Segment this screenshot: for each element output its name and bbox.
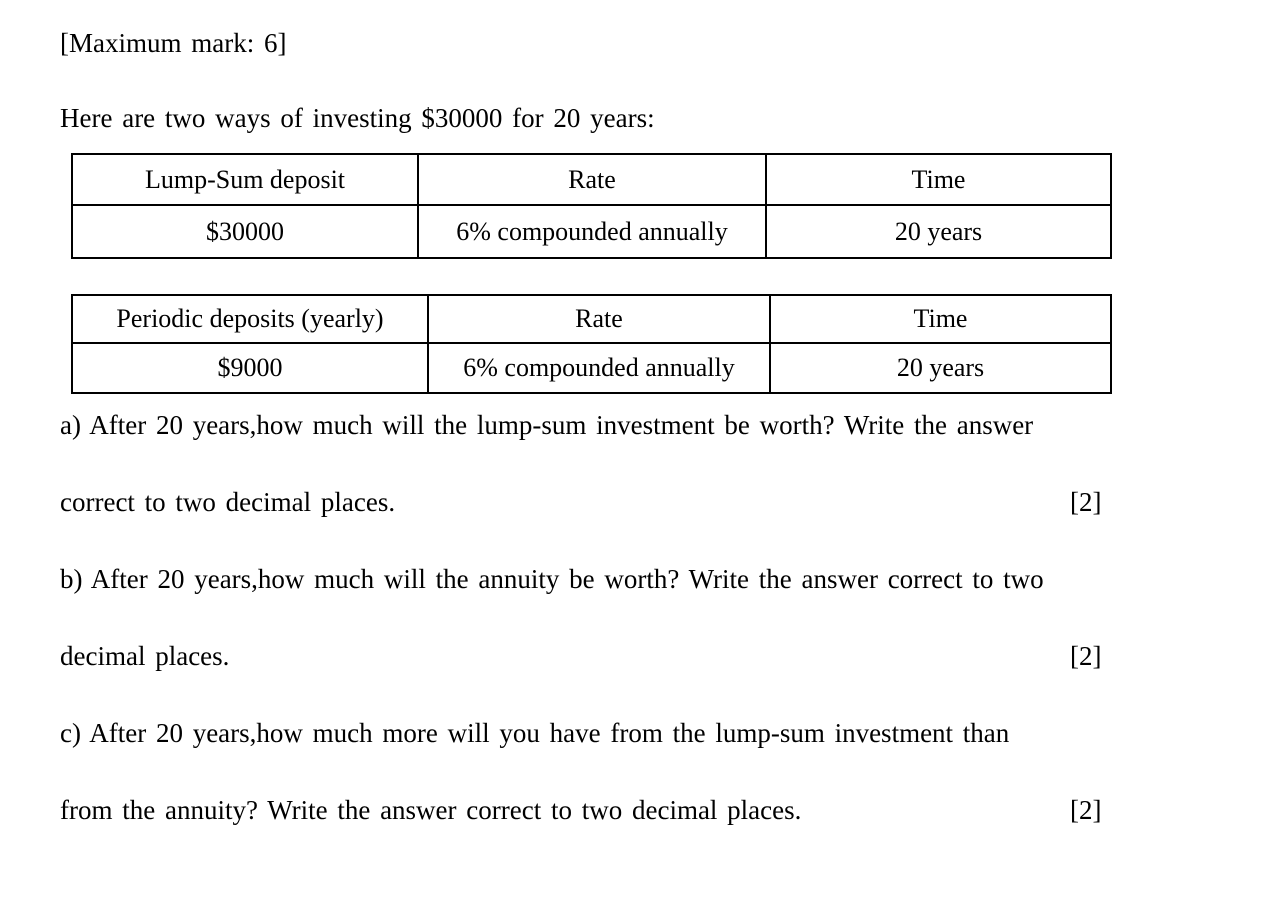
header-cell-rate: Rate [418, 154, 766, 205]
intro-text: Here are two ways of investing $30000 for 20 years: [60, 103, 655, 133]
periodic-deposit-table [71, 294, 1112, 394]
question-a-mark: [2] [1070, 487, 1102, 517]
question-b-text: decimal places. [60, 641, 230, 671]
question-b-line1: b) After 20 years,how much will the annuity be worth? Write the answer correct to two [60, 564, 1044, 594]
header-cell-deposit: Periodic deposits (yearly) [72, 295, 428, 343]
header-cell-deposit: Lump-Sum deposit [72, 154, 418, 205]
data-cell-deposit: $9000 [72, 343, 428, 393]
data-cell-deposit: $30000 [72, 205, 418, 258]
header-cell-time: Time [766, 154, 1111, 205]
table-data-row [72, 205, 1111, 258]
question-a-line2 [60, 487, 1230, 518]
header-cell-rate: Rate [428, 295, 770, 343]
lump-sum-table [71, 153, 1112, 259]
question-c-text: from the annuity? Write the answer correct to two decimal places. [60, 795, 802, 825]
max-mark-label: [Maximum mark: 6] [60, 28, 287, 58]
question-c-line1: c) After 20 years,how much more will you have from the lump-sum investment than [60, 718, 1010, 748]
data-cell-rate: 6% compounded annually [418, 205, 766, 258]
question-c-line2 [60, 795, 1230, 826]
question-b-mark: [2] [1070, 641, 1102, 671]
question-a-text: correct to two decimal places. [60, 487, 396, 517]
table-header-row [72, 295, 1111, 343]
question-c-mark: [2] [1070, 795, 1102, 825]
data-cell-rate: 6% compounded annually [428, 343, 770, 393]
table-data-row [72, 343, 1111, 393]
data-cell-time: 20 years [770, 343, 1111, 393]
header-cell-time: Time [770, 295, 1111, 343]
table-header-row [72, 154, 1111, 205]
data-cell-time: 20 years [766, 205, 1111, 258]
question-a-line1: a) After 20 years,how much will the lump-sum investment be worth? Write the answer [60, 410, 1034, 440]
question-b-line2 [60, 641, 1230, 672]
